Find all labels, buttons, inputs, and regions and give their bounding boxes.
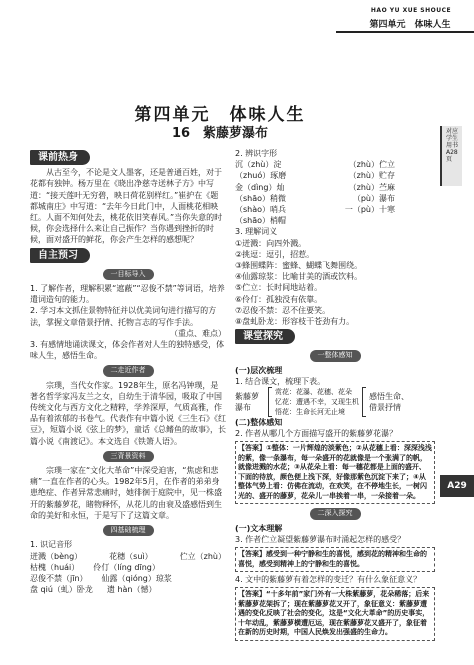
table-right [369, 391, 409, 413]
chars-heading: 2. 辨识字形 [235, 149, 278, 158]
side-tab: 对应学生用书A28页 [440, 126, 462, 186]
subsection-background: 三背景资料 [30, 450, 226, 462]
header-unit: 第四单元 体味人生 [369, 20, 451, 30]
subsection-goals: 一目标导入 [30, 268, 226, 280]
chars-row-4: （shāo）稍微 （pù）瀑布 [235, 193, 395, 203]
overall-question: 2. 作者从哪几个方面描写盛开的紫藤萝花瀑？ [235, 429, 398, 439]
subsection-overview: 一整体感知 [235, 349, 435, 361]
table-middle [275, 387, 359, 417]
author-paragraph: 宗璞，当代女作家。1928年生，原名冯钟璞，是著名哲学家冯友兰之女，自幼生于清华园，吸取了中国传统文化与西方文化之精粹，学养深厚，气质高雅，作品有着浓郁的书卷气。代表作有中篇小说《三生石》《红豆》，短篇小说《弦上的梦》，童话《总鳍鱼的故事》，长篇小说《南渡记》。本文选自《铁箫人语》。 [30, 380, 226, 446]
table-right-1: 感悟生命、 [369, 391, 409, 401]
def-3: ③蜂围蝶阵：蜜蜂、蝴蝶飞舞围绕。 [235, 261, 363, 271]
goal-3: 3. 有感情地诵读课文，体会作者对人生的独特感受，体味人生，感悟生命。 [30, 340, 225, 361]
def-1: ①迸溅：向四外溅。 [235, 238, 307, 248]
question-4: 4. 文中的紫藤萝有着怎样的变迁？有什么象征意义？ [235, 575, 422, 585]
def-8: ⑧盘虬卧龙：形容枝干苍劲有力。 [235, 317, 355, 327]
brace-left [268, 387, 272, 417]
goal-1: 1. 了解作者，理解积累“遮蔽”“忍俊不禁”等词语，培养遣词造句的能力。 [30, 284, 225, 305]
intro-paragraph: 从古至今，不论是文人墨客，还是普通百姓，对于花都有独钟。杨万里在《晓出净慈寺送林子方》中写道：“接天莲叶无穷碧，映日荷花别样红。”崔护在《题都城南庄》中写道：“去年今日此门中，人面桃花相映红。人面不知何处去，桃花依旧笑春风。”当你失意的时候，你会选择什么来让自己振作？当你遇到挫折的时候，面对盛开的鲜花，你会产生怎样的感想呢？ [30, 168, 223, 245]
vocab-heading: 1. 识记音形 [30, 540, 73, 550]
def-2: ②挑逗：逗引，招惹。 [235, 249, 315, 259]
table-right-2: 借景抒情 [369, 403, 401, 413]
vocab-row-1: 迸溅（bèng） 花穗（suì） 伫立（zhù） [30, 551, 226, 561]
page-number: A29 [440, 475, 474, 497]
table-row-3: 悟花：生命长河无止境 [275, 408, 345, 417]
text-heading: (一)文本理解 [235, 523, 283, 533]
def-4: ④仙露琼浆：比喻甘美的酒或饮料。 [235, 272, 363, 282]
table-row-1: 赏花：花瀑、花穗、花朵 [275, 388, 352, 397]
table-left-label: 紫藤萝瀑布 [235, 391, 259, 413]
levels-question: 1. 结合课文，梳理下表。 [235, 376, 326, 386]
chars-row-1: 沉（zhù）淀 （zhù）伫立 [235, 160, 395, 170]
vocab-row-2: 枯槐（huái） 伶仃（líng dīng） [30, 562, 160, 572]
header-pinyin: HAO YU XUE SHOUCE [370, 7, 452, 14]
def-6: ⑥伶仃：孤独没有依靠。 [235, 294, 323, 304]
def-5: ⑤伫立：长时间地站着。 [235, 283, 323, 293]
chars-row-5: （shào）哨兵 一（pù）十寒 [235, 205, 395, 215]
banner-preview: 自主预习 [30, 248, 90, 263]
vocab-row-3: 忍俊不禁（jīn） 仙露（qióng）琼浆 [30, 573, 172, 583]
vocab-row-4: 盘 qiú（虬）卧龙 遗 hàn（憾） [30, 585, 157, 595]
header-rule [336, 31, 474, 33]
def-7: ⑦忍俊不禁：忍不住要笑。 [235, 305, 331, 315]
question-3: 3. 作者伫立凝望紫藤萝瀑布时涌起怎样的感受？ [235, 534, 406, 544]
banner-warmup: 课前热身 [30, 150, 90, 165]
subsection-deep: 二深入探究 [235, 507, 435, 519]
background-paragraph: 宗璞一家在“文化大革命”中深受迫害，“焦虑和悲痛”一直在作者的心头。1982年5月，在作者的弟弟身患绝症、作者异常悲痛时，她徘徊于庭院中，见一株盛开的紫藤萝花，睹物释怀，从花儿的由衰及盛感悟到生命的美好和永恒，于是写下了这篇文章。 [30, 466, 222, 520]
right-column [235, 148, 435, 643]
overall-answer: 【答案】①整体：一片辉煌的淡紫色；②从花穗上看：深深浅浅的紫，像一条瀑布，每一朵盛开的花就像是一个张满了的帆，就像迸溅的水花；③从花朵上看：每一穗花都是上面的盛开、下面的待放，颜色便上浅下深，好像那紫色沉淀下来了；④从整体气势上看：仿佛在流动，在欢笑，在不停地生长，一树闪光的、盛开的藤萝，花朵儿一串挨着一串，一朵接着一朵。 [235, 441, 435, 504]
brace-right [362, 387, 366, 417]
goal-2: 2. 学习本文抓住景物特征并以优美词句进行描写的方法，掌握文章借景抒情、托物言志的写作手法。 [30, 306, 217, 327]
table-row-2: 忆花：遭遇不幸，又现生机 [275, 398, 359, 407]
levels-heading: (一)层次梳理 [235, 365, 283, 375]
answer-3: 【答案】感受到一种宁静和生的喜悦，感到花的精神和生命的喜悦，感受到精神上的宁静和生的喜悦。 [235, 547, 435, 572]
meaning-heading: 3. 理解词义 [235, 227, 278, 237]
lesson-title: 16 紫藤萝瀑布 [171, 126, 269, 141]
structure-table [235, 387, 435, 417]
answer-4: 【答案】“十多年前”家门外有一大株紫藤萝，花朵稀落；后来紫藤萝花架拆了；现在紫藤萝花又开了，象征意义：紫藤萝遭遇的变化反映了社会的变化，这是“文化大革命”的历史事实，十年动乱，紫藤萝横遭厄运，现在紫藤萝花又盛开了，象征着在新的历史时期，中国人民焕发出强盛的生命力。 [235, 587, 435, 641]
banner-explore: 课堂探究 [235, 329, 295, 344]
subsection-author: 二走近作者 [30, 364, 226, 376]
goal-2-note: （重点、难点） [170, 328, 226, 338]
chars-row-3: 金（dìng）灿 （zhù）苎麻 [235, 182, 395, 192]
chars-row-6: （shāo）梢帽 [235, 216, 287, 226]
subsection-basics: 四基础梳理 [30, 524, 226, 536]
overall-heading: (二)整体感知 [235, 418, 283, 428]
chars-row-2: （zhuó）琢磨 （zhù）贮存 [235, 171, 395, 181]
unit-title: 第四单元 体味人生 [134, 105, 306, 125]
left-column [30, 148, 226, 595]
